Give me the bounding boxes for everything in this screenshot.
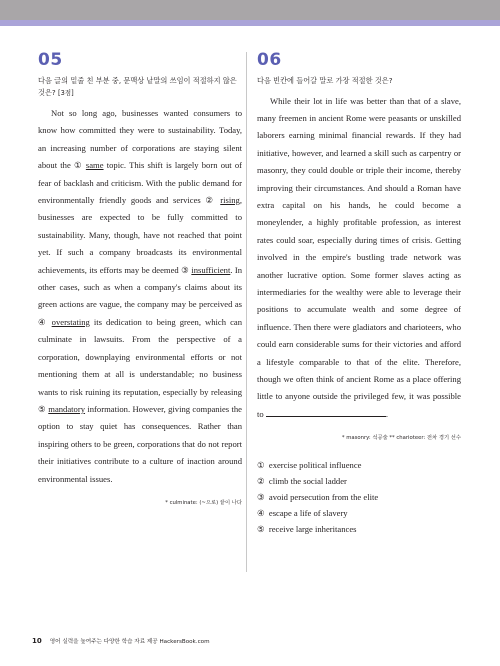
prompt-text: 다음 글의 밑줄 친 부분 중, 문맥상 낱말의 쓰임이 적절하지 않은 것은? (38, 76, 237, 97)
answer-option[interactable] (257, 473, 461, 489)
footnote: * culminate: (~으로) 끝이 나다 (165, 499, 242, 506)
marker-5: ⑤ (38, 403, 46, 414)
header-band (0, 0, 500, 26)
option-marker: ① (257, 460, 265, 471)
option-marker: ④ (257, 508, 265, 519)
marker-2: ② (205, 195, 216, 206)
underlined-word-5: mandatory (48, 403, 86, 414)
marker-4: ④ (38, 316, 48, 327)
passage-text: . In other cases, such as when a company's claims about its green actions are vague, the company may be perceived as (38, 264, 242, 310)
points-label: [3점] (58, 88, 74, 97)
question-number: 05 (38, 50, 63, 70)
option-marker: ⑤ (257, 524, 265, 535)
option-marker: ② (257, 476, 265, 487)
header-accent-stripe (0, 20, 500, 26)
option-text: climb the social ladder (268, 476, 347, 487)
page-footer (32, 637, 210, 645)
passage-text: information. However, giving companies the option to stay quiet has consequences. Rather than inspiring others to be green, corporations that do not report their initiatives contribute to a culture of inaction around environmental issues. (38, 403, 242, 484)
marker-3: ③ (181, 264, 189, 275)
question-05 (38, 51, 242, 506)
underlined-word-2: rising (220, 195, 240, 206)
passage-text: , businesses are expected to be fully committed to sustainability. Many, though, have not reached that point yet. If such a company broadcasts its environmental achievements, its efforts may be deemed (38, 195, 242, 275)
answer-option[interactable] (257, 521, 461, 537)
answer-blank (266, 408, 386, 417)
footnote: * masonry: 석공술 ** charioteer: 전차 경기 선수 (341, 435, 461, 442)
option-text: escape a life of slavery (268, 508, 348, 519)
answer-option[interactable] (257, 489, 461, 505)
question-prompt: 다음 빈칸에 들어갈 말로 가장 적절한 것은? (257, 76, 393, 85)
answer-options (257, 457, 461, 537)
question-number: 06 (257, 50, 282, 70)
underlined-word-3: insufficient (191, 264, 231, 275)
marker-1: ① (73, 160, 83, 171)
passage (257, 93, 461, 424)
question-06 (257, 51, 461, 537)
option-text: receive large inheritances (268, 524, 357, 535)
option-text: avoid persecution from the elite (268, 492, 379, 503)
underlined-word-1: same (85, 160, 104, 171)
passage-text: topic. This shift is largely born out of fear of backlash and criticism. With the public demand for environmentally friendly goods and services (38, 160, 243, 206)
passage (38, 105, 242, 488)
answer-option[interactable] (257, 505, 461, 521)
option-marker: ③ (257, 492, 265, 503)
footer-text: 영어 실력을 높여주는 다양한 학습 자료 제공 HackersBook.com (49, 639, 210, 645)
answer-option[interactable] (257, 457, 461, 473)
page-number: 10 (32, 637, 42, 645)
passage-text: its dedication to being green, which can culminate in lawsuits. From the perspective of a corporation, downplaying environmental efforts or not mentioning them at all is understandable; no business wants to risk ruining its reputation, especially by releasing (38, 316, 242, 397)
passage-text: While their lot in life was better than that of a slave, many freemen in ancient Rome were peasants or unskilled laborers earning minimal financial rewards. If they had initiative, however, and learned a skill such as carpentry or masonry, they could double or triple their income, thereby improving their circumstances. And should a Roman have extra capital on his hands, he could become a moneylender, a highly profitable profession, as interest rates could soar, especially during times of crisis. Getting involved in the empire's bustling trade network was another lucrative option. Some former slaves acting as intermediaries for the wealthy were able to leverage their positions to accumulate wealth and some degree of influence. Then there were gladiators and charioteers, who could earn considerable sums for their victories and afford a lifestyle comparable to that of the elite. Therefore, though we often think of ancient Rome as a place offering little to anyone outside the privileged few, it was possible to (257, 95, 461, 419)
question-prompt (38, 75, 242, 99)
column-divider (246, 52, 247, 572)
underlined-word-4: overstating (51, 316, 90, 327)
passage-text: Not so long ago, businesses wanted consumers to know how committed they were to sustainability. Today, an increasing number of corporations are staying silent about the (38, 108, 242, 171)
passage-text: . (385, 408, 388, 419)
option-text: exercise political influence (268, 460, 362, 471)
